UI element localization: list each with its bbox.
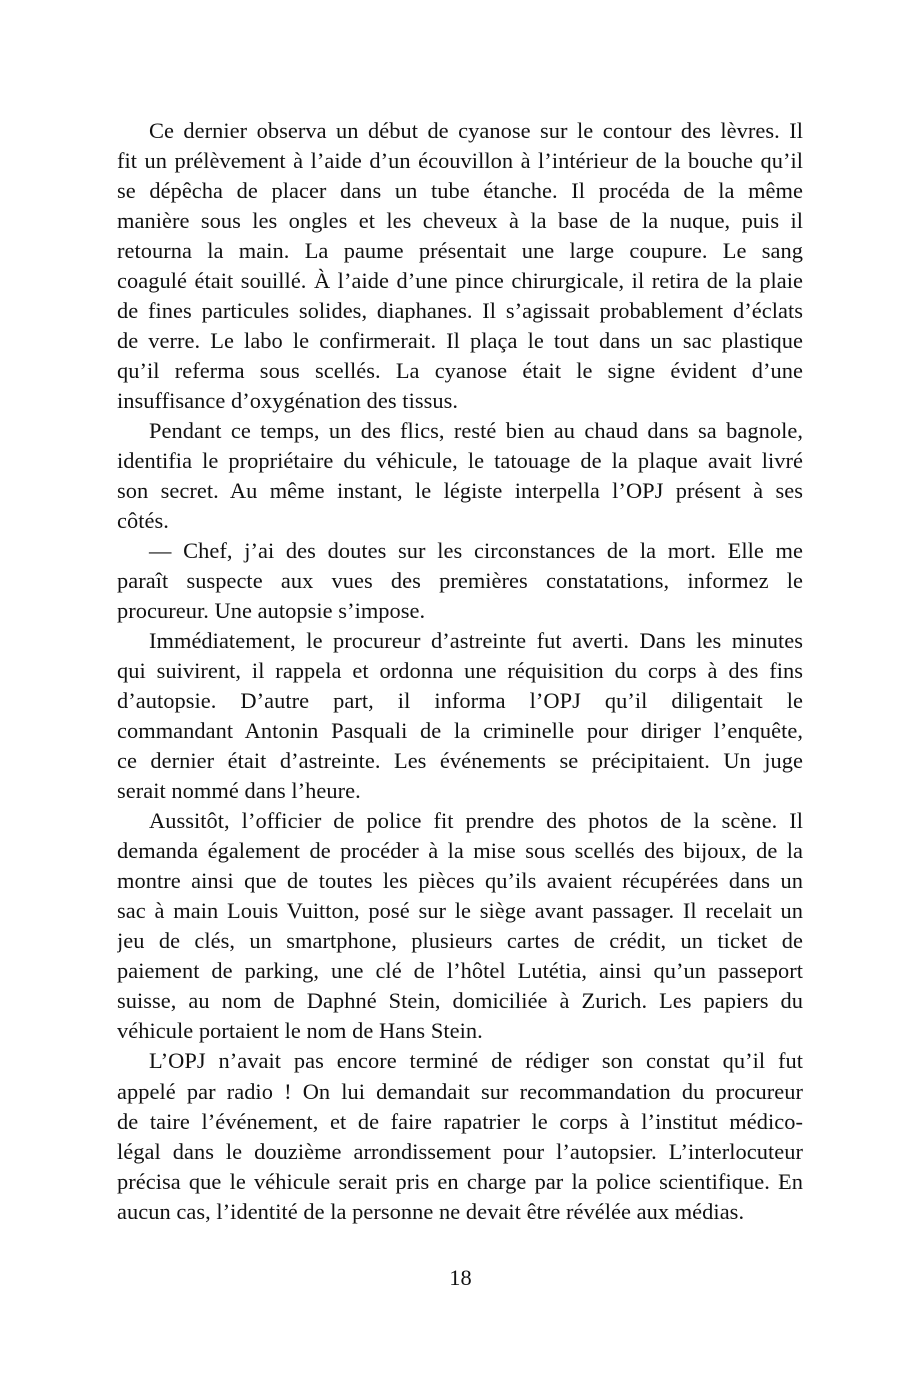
text-line: ce dernier était d’astreinte. Les événements se précipitaient. Un juge [117,748,803,774]
body-text [117,116,803,1227]
text-line: insuffisance d’oxygénation des tissus. [117,388,459,414]
text-line: se dépêcha de placer dans un tube étanche. Il procéda de la même [117,178,803,204]
text-line: jeu de clés, un smartphone, plusieurs cartes de crédit, un ticket de [117,928,803,954]
text-line: Immédiatement, le procureur d’astreinte fut averti. Dans les minutes [149,628,803,654]
text-line: Ce dernier observa un début de cyanose sur le contour des lèvres. Il [149,118,803,143]
text-line: sac à main Louis Vuitton, posé sur le siège avant passager. Il recelait un [117,898,803,924]
paragraph [117,536,803,626]
text-line: véhicule portaient le nom de Hans Stein. [117,1018,483,1044]
text-line: serait nommé dans l’heure. [117,778,361,804]
text-line: d’autopsie. D’autre part, il informa l’OPJ qu’il diligentait le [117,688,803,714]
text-line: appelé par radio ! On lui demandait sur recommandation du procureur [117,1078,803,1104]
text-line: Aussitôt, l’officier de police fit prendre des photos de la scène. Il [149,808,803,834]
paragraph [117,626,803,806]
text-line: qu’il referma sous scellés. La cyanose était le signe évident d’une [117,358,803,384]
text-line: — Chef, j’ai des doutes sur les circonstances de la mort. Elle me [149,538,803,564]
text-line: identifia le propriétaire du véhicule, le tatouage de la plaque avait livré [117,448,803,474]
text-line: commandant Antonin Pasquali de la criminelle pour diriger l’enquête, [117,718,803,744]
text-line: retourna la main. La paume présentait une large coupure. Le sang [117,238,803,264]
page-number: 18 [449,1265,472,1290]
text-line: coagulé était souillé. À l’aide d’une pince chirurgicale, il retira de la plaie [117,268,803,294]
text-line: légal dans le douzième arrondissement pour l’autopsier. L’interlocuteur [117,1138,803,1164]
paragraph [117,806,803,1046]
paragraph [117,1046,803,1226]
paragraph [117,416,803,536]
text-line: de fines particules solides, diaphanes. Il s’agissait probablement d’éclats [117,298,803,324]
text-line: paraît suspecte aux vues des premières constatations, informez le [117,568,803,594]
text-line: aucun cas, l’identité de la personne ne devait être révélée aux médias. [117,1198,745,1224]
text-line: de taire l’événement, et de faire rapatrier le corps à l’institut médico- [117,1108,803,1134]
text-line: qui suivirent, il rappela et ordonna une réquisition du corps à des fins [117,658,803,684]
text-line: L’OPJ n’avait pas encore terminé de rédiger son constat qu’il fut [149,1048,803,1074]
text-line: paiement de parking, une clé de l’hôtel Lutétia, ainsi qu’un passeport [117,958,803,984]
text-line: de verre. Le labo le confirmerait. Il plaça le tout dans un sac plastique [117,328,803,354]
paragraph [117,116,803,416]
text-line: procureur. Une autopsie s’impose. [117,598,426,624]
text-line: Pendant ce temps, un des flics, resté bien au chaud dans sa bagnole, [149,418,803,444]
text-line: précisa que le véhicule serait pris en charge par la police scientifique. En [117,1168,803,1194]
text-line: montre ainsi que de toutes les pièces qu’ils avaient récupérées dans un [117,868,803,894]
text-line: fit un prélèvement à l’aide d’un écouvillon à l’intérieur de la bouche qu’il [117,148,803,174]
text-line: suisse, au nom de Daphné Stein, domiciliée à Zurich. Les papiers du [117,988,803,1014]
text-line: demanda également de procéder à la mise sous scellés des bijoux, de la [117,838,803,864]
text-line: son secret. Au même instant, le légiste interpella l’OPJ présent à ses [117,478,803,504]
text-line: manière sous les ongles et les cheveux à la base de la nuque, puis il [117,208,803,234]
text-line: côtés. [117,508,169,534]
